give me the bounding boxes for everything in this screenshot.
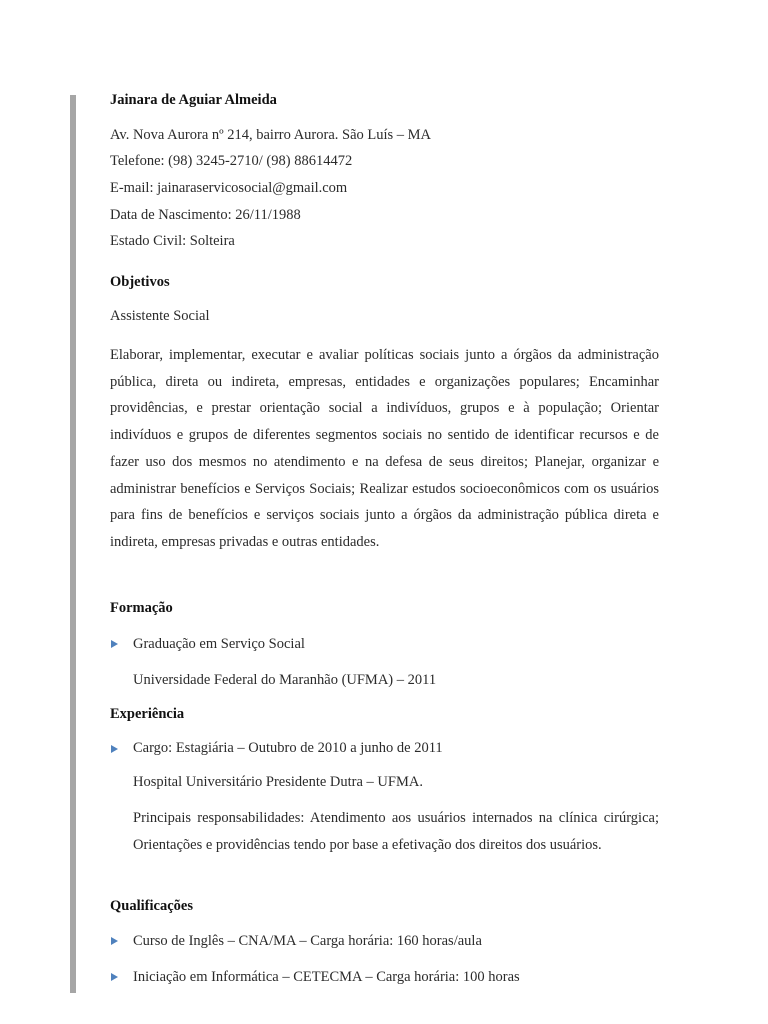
candidate-name: Jainara de Aguiar Almeida — [110, 92, 277, 108]
bullet-icon — [111, 640, 118, 648]
experiencia-heading: Experiência — [110, 706, 185, 722]
experience-place: Hospital Universitário Presidente Dutra – UFMA. — [133, 774, 423, 790]
phone-line: Telefone: (98) 3245-2710/ (98) 88614472 — [110, 153, 353, 169]
formacao-heading: Formação — [110, 600, 173, 616]
experience-cargo: Cargo: Estagiária – Outubro de 2010 a junho de 2011 — [133, 740, 443, 756]
address-line: Av. Nova Aurora nº 214, bairro Aurora. São Luís – MA — [110, 127, 432, 143]
qualification-item: Iniciação em Informática – CETECMA – Carga horária: 100 horas — [133, 969, 520, 985]
email-line: E-mail: jainaraservicosocial@gmail.com — [110, 180, 348, 196]
civil-status-line: Estado Civil: Solteira — [110, 233, 235, 249]
experience-responsibilities: Principais responsabilidades: Atendimento aos usuários internados na clínica cirúrgica; Orientações e providências tendo por base a efetivação dos direitos dos usuários. — [133, 810, 659, 853]
qualification-item: Curso de Inglês – CNA/MA – Carga horária: 160 horas/aula — [133, 933, 482, 949]
objective-description: Elaborar, implementar, executar e avaliar políticas sociais junto a órgãos da administração pública, direta ou indireta, empresas, entidades e organizações populares; Encaminhar providências, e prestar orientação social a indivíduos, grupos e à população; Orientar indivíduos e grupos de diferentes segmentos sociais no sentido de identificar recursos e de fazer uso dos mesmos no atendimento e na defesa de seus direitos; Planejar, organizar e administrar benefícios e Serviços Sociais; Realizar estudos socioeconômicos com os usuários para fins de benefícios e serviços sociais junto a órgãos da administração pública direta e indireta, empresas privadas e outras entidades. — [110, 347, 659, 550]
formacao-course: Graduação em Serviço Social — [133, 636, 305, 652]
bullet-icon — [111, 745, 118, 753]
bullet-icon — [111, 973, 118, 981]
objective-role: Assistente Social — [110, 308, 210, 324]
objetivos-heading: Objetivos — [110, 274, 170, 290]
formacao-institution: Universidade Federal do Maranhão (UFMA) – 2011 — [133, 672, 437, 688]
left-margin-bar — [70, 95, 76, 993]
bullet-icon — [111, 937, 118, 945]
qualificacoes-heading: Qualificações — [110, 898, 193, 914]
birth-date-line: Data de Nascimento: 26/11/1988 — [110, 207, 301, 223]
